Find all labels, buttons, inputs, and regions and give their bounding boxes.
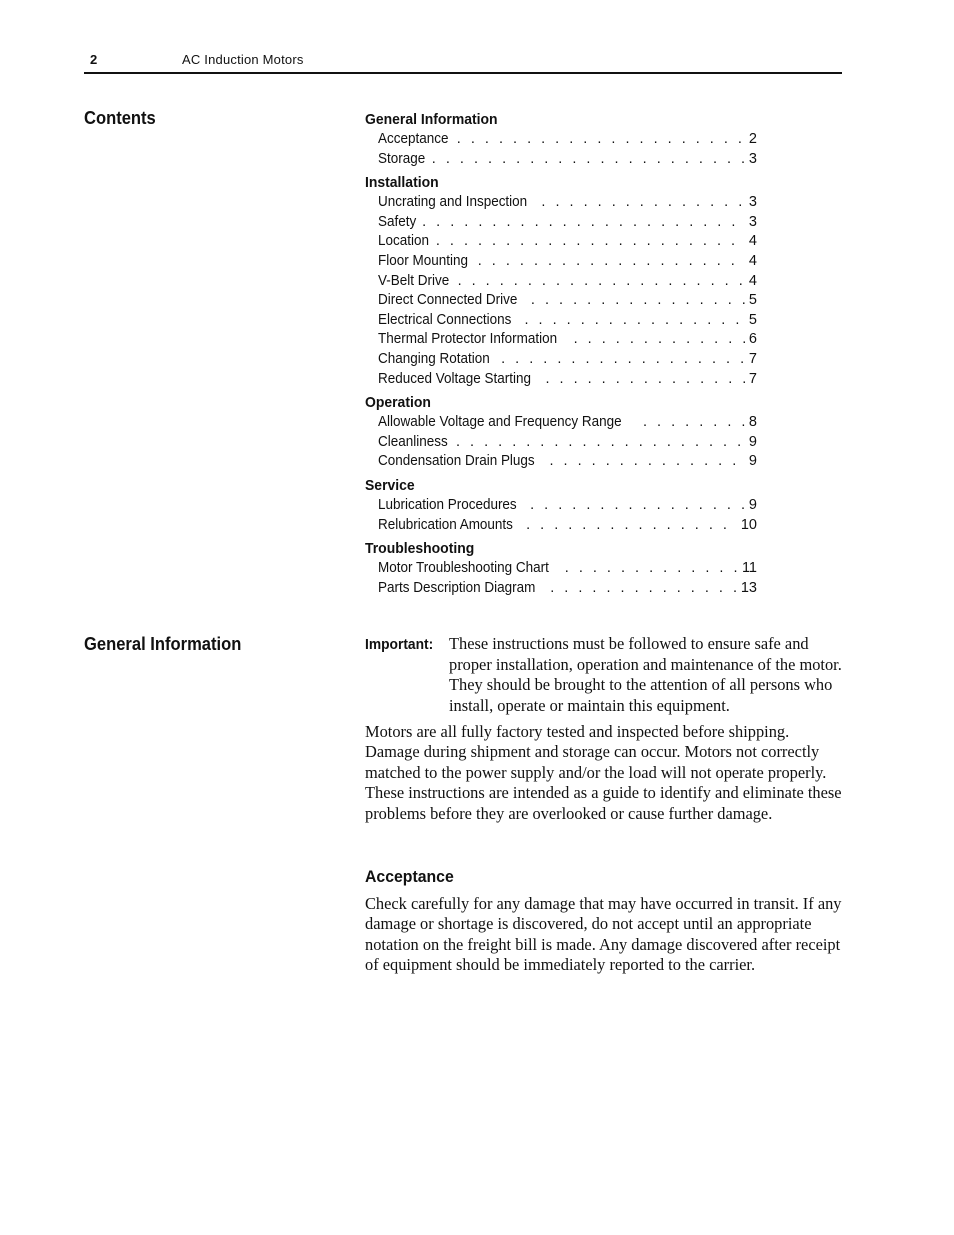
toc-entry-label: Condensation Drain Plugs — [378, 453, 535, 470]
toc-entry[interactable] — [365, 272, 757, 292]
toc-entry-label: Thermal Protector Information — [378, 331, 558, 348]
toc-entry[interactable] — [365, 291, 757, 311]
toc-section-heading: Installation — [365, 174, 439, 192]
important-label: Important: — [365, 636, 434, 653]
dot-leader — [531, 291, 746, 311]
toc-entry-page: 8 — [748, 414, 757, 431]
toc-entry-label: Relubrication Amounts — [378, 516, 513, 533]
dot-leader — [478, 252, 746, 272]
dot-leader — [565, 559, 739, 579]
dot-leader — [524, 311, 745, 331]
toc-entry-label: Direct Connected Drive — [378, 292, 518, 309]
toc-entry-label: Allowable Voltage and Frequency Range — [378, 414, 622, 431]
toc-entry[interactable] — [365, 311, 757, 331]
dot-leader — [456, 433, 746, 453]
dot-leader — [545, 370, 745, 390]
dot-leader — [501, 350, 746, 370]
toc-entry-page: 3 — [748, 194, 757, 211]
toc-entry[interactable] — [365, 579, 757, 599]
toc-entry-page: 3 — [748, 213, 757, 230]
toc-entry-page: 13 — [740, 579, 757, 596]
toc-entry-label: Reduced Voltage Starting — [378, 370, 531, 387]
toc-entry[interactable] — [365, 232, 757, 252]
toc-section — [365, 476, 757, 535]
toc-entry[interactable] — [365, 452, 757, 472]
toc-entry[interactable] — [365, 433, 757, 453]
important-note — [365, 634, 843, 716]
dot-leader — [574, 330, 746, 350]
toc-entry[interactable] — [365, 413, 757, 433]
toc-entry-page: 9 — [748, 433, 757, 450]
toc-entry-label: Location — [378, 233, 429, 250]
important-text: These instructions must be followed to ensure safe and proper installation, operation and maintenance of the motor. They should be brought to the attention of all persons who install, operate or maintain this equipment. — [449, 634, 842, 715]
toc-entry-label: Lubrication Procedures — [378, 496, 517, 513]
toc-entry-page: 7 — [748, 370, 757, 387]
dot-leader — [549, 452, 745, 472]
dot-leader — [422, 213, 746, 233]
toc-entry-label: Changing Rotation — [378, 350, 490, 367]
toc-entry-label: Acceptance — [378, 131, 449, 147]
toc-entry-label: Electrical Connections — [378, 311, 512, 328]
toc-entry-page: 7 — [748, 350, 757, 367]
toc-entry-page: 2 — [748, 131, 757, 147]
table-of-contents — [365, 110, 757, 602]
toc-entry[interactable] — [365, 213, 757, 233]
toc-entry[interactable] — [365, 350, 757, 370]
dot-leader — [550, 579, 738, 599]
toc-entry[interactable] — [365, 370, 757, 390]
toc-entry[interactable] — [365, 193, 757, 213]
toc-entry-page: 5 — [748, 292, 757, 309]
dot-leader — [458, 272, 746, 292]
toc-entry-label: Uncrating and Inspection — [378, 194, 528, 211]
toc-entry[interactable] — [365, 150, 757, 170]
toc-entry-page: 9 — [748, 496, 757, 513]
toc-section — [365, 173, 757, 389]
toc-entry[interactable] — [365, 496, 757, 516]
running-title: AC Induction Motors — [182, 52, 304, 67]
general-information-paragraph: Motors are all fully factory tested and inspected before shipping. Damage during shipment and storage can occur. Motors not correctly matched to the power supply and/or the load will not operate properly. These instructions are intended as a guide to identify and eliminate these problems before they are overlooked or cause further damage. — [365, 722, 842, 823]
toc-entry-label: Safety — [378, 213, 417, 230]
page-number: 2 — [90, 52, 98, 67]
toc-entry-label: Floor Mounting — [378, 252, 468, 269]
dot-leader — [432, 150, 746, 170]
toc-entry-label: Storage — [378, 150, 426, 167]
contents-heading: Contents — [84, 108, 156, 128]
toc-entry[interactable] — [365, 559, 757, 579]
toc-entry[interactable] — [365, 516, 757, 536]
page-header — [84, 52, 842, 74]
toc-entry-page: 4 — [748, 252, 757, 269]
toc-section-heading: Operation — [365, 394, 431, 412]
general-information-heading: General Information — [84, 634, 242, 654]
acceptance-paragraph: Check carefully for any damage that may have occurred in transit. If any damage or shortage is discovered, do not accept until an appropriate notation on the freight bill is made. Any damage discovered after receipt of equipment should be immediately reported to the carrier. — [365, 894, 842, 975]
toc-entry-label: V-Belt Drive — [378, 272, 450, 289]
toc-entry-label: Motor Troubleshooting Chart — [378, 560, 549, 577]
toc-entry[interactable] — [365, 252, 757, 272]
dot-leader — [530, 496, 746, 516]
toc-entry-page: 4 — [748, 233, 757, 250]
toc-entry-page: 3 — [748, 150, 757, 167]
toc-entry-page: 6 — [748, 331, 757, 348]
dot-leader — [436, 232, 746, 252]
dot-leader — [526, 516, 738, 536]
toc-entry-page: 11 — [741, 560, 757, 577]
toc-section — [365, 539, 757, 598]
toc-entry-page: 4 — [748, 272, 757, 289]
toc-section-heading: Troubleshooting — [365, 540, 475, 558]
toc-entry[interactable] — [365, 130, 757, 150]
toc-section-heading: Service — [365, 476, 415, 494]
toc-entry-page: 9 — [748, 453, 757, 470]
toc-entry-page: 10 — [740, 516, 757, 533]
toc-entry-page: 5 — [748, 311, 757, 328]
dot-leader — [541, 193, 746, 213]
toc-section-heading: General Information — [365, 111, 498, 128]
toc-entry-label: Parts Description Diagram — [378, 579, 536, 596]
toc-entry-label: Cleanliness — [378, 433, 448, 450]
dot-leader — [643, 413, 746, 433]
acceptance-heading: Acceptance — [365, 867, 454, 886]
toc-section — [365, 393, 757, 472]
toc-section — [365, 110, 757, 169]
toc-entry[interactable] — [365, 330, 757, 350]
dot-leader — [457, 130, 746, 150]
